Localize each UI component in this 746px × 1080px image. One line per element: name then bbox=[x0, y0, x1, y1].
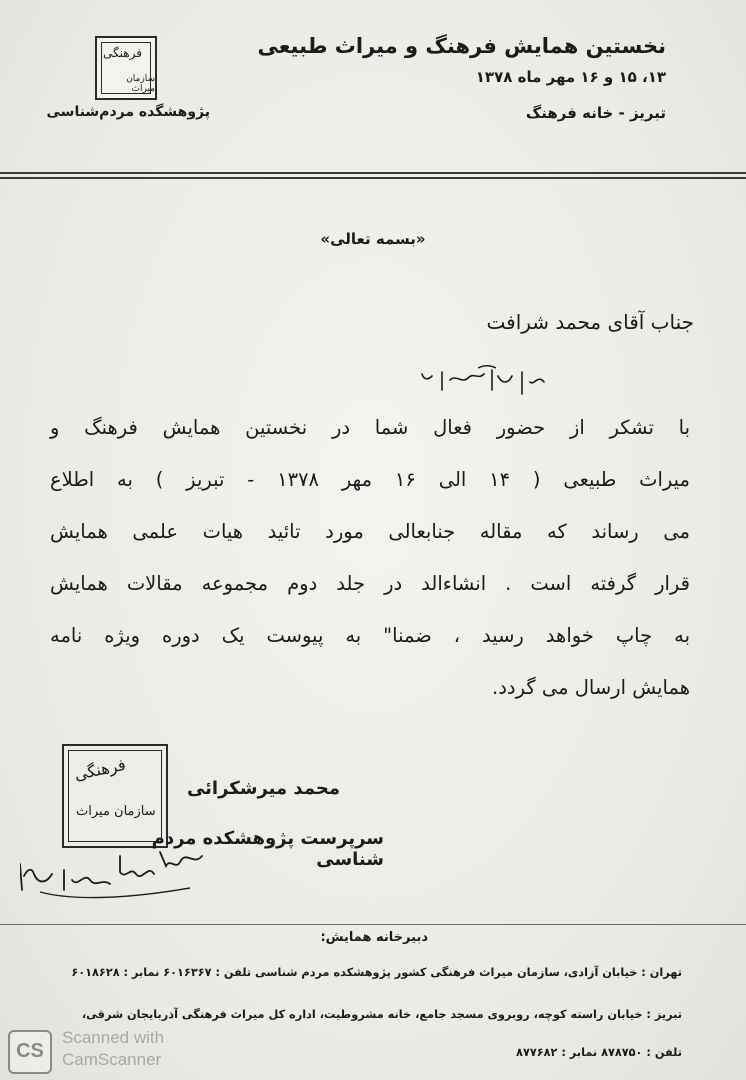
basmala-heading: «بسمه تعالی» bbox=[320, 230, 426, 248]
header-divider-bottom bbox=[0, 177, 746, 179]
header-divider-top bbox=[0, 172, 746, 174]
body-line: با تشکر از حضور فعال شما در نخستین همایش فرهنگ و bbox=[50, 416, 690, 439]
stamp-text-top: فرهنگی bbox=[72, 754, 128, 785]
organization-logo bbox=[95, 36, 157, 100]
body-line: به چاپ خواهد رسید ، ضمنا" به پیوست یک دوره ویژه نامه bbox=[50, 624, 690, 647]
footer-phone: تلفن : ۸۷۸۷۵۰ نمابر : ۸۷۷۶۸۲ bbox=[516, 1046, 682, 1059]
footer-address-tabriz: تبریز : خیابان راسته کوچه، روبروی مسجد جامع، خانه مشروطیت، اداره کل میراث فرهنگی آذربایجان شرقی، bbox=[81, 1008, 682, 1021]
body-line: میراث طبیعی ( ۱۴ الی ۱۶ مهر ۱۳۷۸ - تبریز ) به اطلاع bbox=[50, 468, 691, 491]
organization-name: پژوهشگده مردم‌شناسی bbox=[46, 104, 210, 120]
footer-divider bbox=[0, 924, 746, 925]
letterhead-title: نخستین همایش فرهنگ و میراث طبیعی bbox=[257, 34, 666, 58]
signatory-title: سرپرست پژوهشکده مردم شناسی bbox=[151, 828, 384, 870]
camscanner-logo-text: CS bbox=[16, 1040, 44, 1062]
addressee-line: جناب آقای محمد شرافت bbox=[486, 310, 694, 334]
event-place: تبریز - خانه فرهنگ bbox=[525, 104, 666, 122]
watermark-line-2: CamScanner bbox=[62, 1050, 162, 1069]
handwritten-signature bbox=[20, 842, 210, 906]
watermark-line-1: Scanned with bbox=[62, 1028, 165, 1047]
body-line: می رساند که مقاله جنابعالی مورد تائید هیات علمی همایش bbox=[50, 520, 690, 543]
event-dates: ۱۳، ۱۵ و ۱۶ مهر ماه ۱۳۷۸ bbox=[475, 68, 666, 86]
footer-address-tehran: تهران : خیابان آزادی، سازمان میراث فرهنگی کشور پژوهشکده مردم شناسی تلفن : ۶۰۱۶۳۶۷ نمابر : ۶۰۱۸۶۲۸ bbox=[71, 966, 682, 979]
camscanner-logo-icon bbox=[8, 1030, 52, 1074]
letter-body bbox=[50, 408, 690, 720]
stamp-text-bottom: سازمان میراث bbox=[76, 804, 156, 819]
body-line: قرار گرفته است . انشاءالد در جلد دوم مجموعه مقالات همایش bbox=[50, 572, 690, 595]
logo-text-top: فرهنگی bbox=[103, 46, 142, 60]
body-line: همایش ارسال می گردد. bbox=[492, 676, 690, 699]
logo-text-bottom: سازمان میراث bbox=[126, 74, 155, 94]
footer-secretariat-label: دبیرخانه همایش: bbox=[320, 930, 428, 945]
handwritten-greeting bbox=[420, 364, 550, 400]
signatory-name: محمد میرشکرائی bbox=[186, 778, 340, 799]
